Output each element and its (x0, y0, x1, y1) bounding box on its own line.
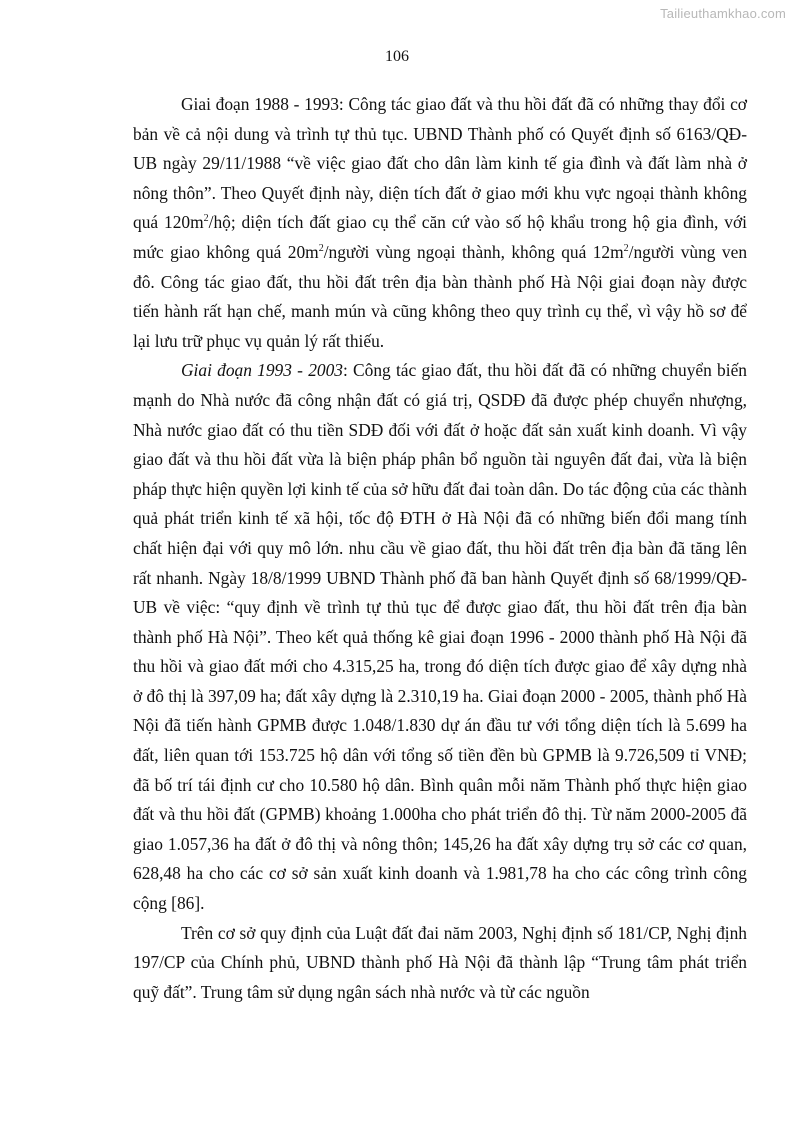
superscript-2: 2 (203, 213, 209, 225)
paragraph-1 (133, 90, 747, 356)
paragraph-1-text-a: Giai đoạn 1988 - 1993: Công tác giao đất và thu hồi đất đã có những thay đổi cơ bản về cả nội dung và trình tự thủ tục. UBND Thành phố có Quyết định số 6163/QĐ-UB ngày 29/11/1988 “về việc giao đất cho dân làm kinh tế gia đình và đất làm nhà ở nông thôn”. Theo Quyết định này, diện tích đất ở giao mới khu vực ngoại thành không quá 120m (133, 94, 747, 233)
superscript-2: 2 (318, 243, 324, 255)
superscript-2: 2 (623, 243, 629, 255)
paragraph-3-text: Trên cơ sở quy định của Luật đất đai năm 2003, Nghị định số 181/CP, Nghị định 197/CP của Chính phủ, UBND thành phố Hà Nội đã thành lập “Trung tâm phát triển quỹ đất”. Trung tâm sử dụng ngân sách nhà nước và từ các nguồn (133, 922, 747, 1002)
paragraph-2-lead: Giai đoạn 1993 - 2003 (181, 360, 343, 381)
page-number: 106 (385, 48, 409, 65)
paragraph-1-text-b: /hộ; diện tích đất giao cụ thể căn cứ vào số hộ khẩu trong hộ gia đình, với mức giao không quá 20m (133, 212, 747, 262)
paragraph-1-text-c: /người vùng ngoại thành, không quá 12m (323, 241, 624, 262)
paragraph-2 (133, 356, 747, 918)
watermark: Tailieuthamkhao.com (660, 6, 786, 21)
paragraph-3 (133, 919, 747, 1008)
document-body (133, 90, 747, 1007)
paragraph-1-text-d: /người vùng ven đô. Công tác giao đất, thu hồi đất trên địa bàn thành phố Hà Nội giai đoạn này được tiến hành rất hạn chế, manh mún và cũng không theo quy trình cụ thể, vì vậy hồ sơ để lại lưu trữ phục vụ quản lý rất thiếu. (133, 241, 748, 351)
paragraph-2-text: : Công tác giao đất, thu hồi đất đã có những chuyển biến mạnh do Nhà nước đã công nhận đất có giá trị, QSDĐ đã được phép chuyển nhượng, Nhà nước giao đất có thu tiền SDĐ đối với đất ở hoặc đất sản xuất kinh doanh. Vì vậy giao đất và thu hồi đất vừa là biện pháp phân bổ nguồn tài nguyên đất đai, vừa là biện pháp thực hiện quyền lợi kinh tế của sở hữu đất đai toàn dân. Do tác động của các thành quả phát triển kinh tế xã hội, tốc độ ĐTH ở Hà Nội đã có những biến đổi mang tính chất hiện đại với quy mô lớn. nhu cầu về giao đất, thu hồi đất trên địa bàn đã tăng lên rất nhanh. Ngày 18/8/1999 UBND Thành phố đã ban hành Quyết định số 68/1999/QĐ-UB về việc: “quy định về trình tự thủ tục để được giao đất, thu hồi đất trên địa bàn thành phố Hà Nội”. Theo kết quả thống kê giai đoạn 1996 - 2000 thành phố Hà Nội đã thu hồi và giao đất mới cho 4.315,25 ha, trong đó diện tích được giao để xây dựng nhà ở đô thị là 397,09 ha; đất xây dựng là 2.310,19 ha. Giai đoạn 2000 - 2005, thành phố Hà Nội đã tiến hành GPMB được 1.048/1.830 dự án đầu tư với tổng diện tích là 5.699 ha đất, liên quan tới 153.725 hộ dân với tổng số tiền đền bù GPMB là 9.726,509 tỉ VNĐ; đã bố trí tái định cư cho 10.580 hộ dân. Bình quân mỗi năm Thành phố thực hiện giao đất và thu hồi đất (GPMB) khoảng 1.000ha cho phát triển đô thị. Từ năm 2000-2005 đã giao 1.057,36 ha đất ở đô thị và nông thôn; 145,26 ha đất xây dựng trụ sở các cơ quan, 628,48 ha cho các cơ sở sản xuất kinh doanh và 1.981,78 ha cho các công trình công cộng [86]. (133, 360, 747, 914)
